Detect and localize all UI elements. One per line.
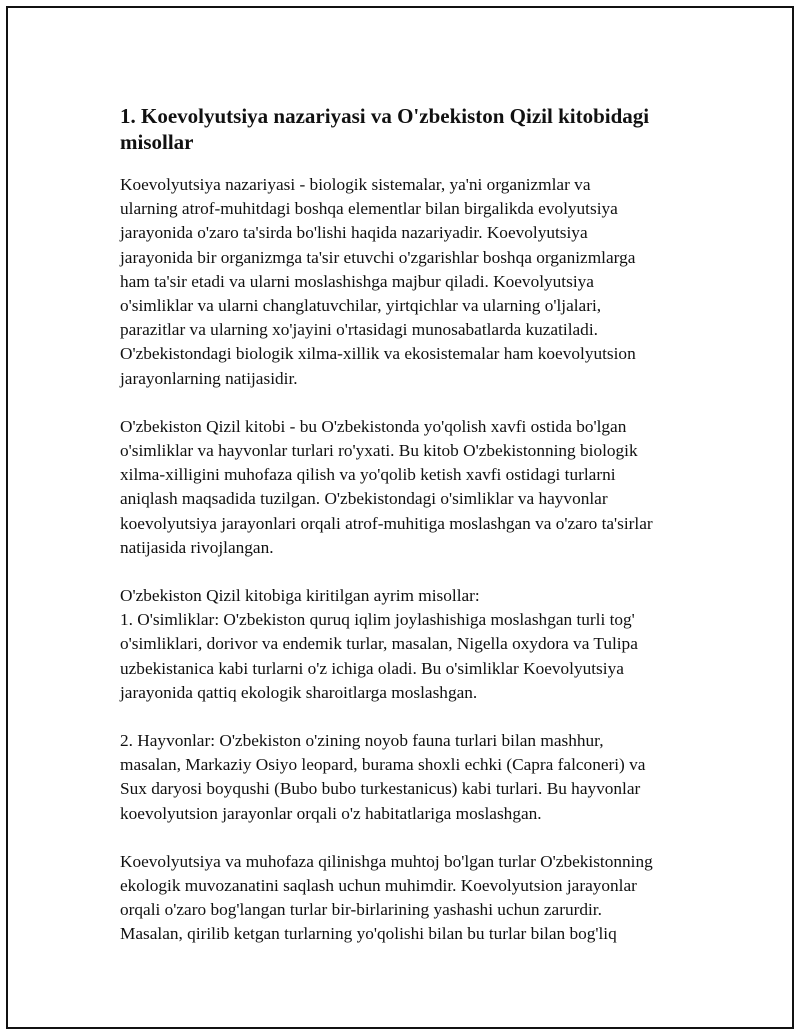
text-line: xilma-xilligini muhofaza qilish va yo'qolib ketish xavfi ostidagi turlarni [120, 465, 616, 485]
text-line: O'zbekistondagi biologik xilma-xillik va ekosistemalar ham koevolyutsion [120, 344, 636, 364]
text-line: o'simliklari, dorivor va endemik turlar, masalan, Nigella oxydora va Tulipa [120, 634, 638, 654]
text-line: o'simliklar va hayvonlar turlari ro'yxati. Bu kitob O'zbekistonning biologik [120, 441, 638, 461]
text-line: ekologik muvozanatini saqlash uchun muhimdir. Koevolyutsion jarayonlar [120, 876, 637, 896]
document-title [120, 103, 700, 155]
text-line: Sux daryosi boyqushi (Bubo bubo turkestanicus) kabi turlari. Bu hayvonlar [120, 779, 641, 799]
text-line: masalan, Markaziy Osiyo leopard, burama shoxli echki (Capra falconeri) va [120, 755, 646, 775]
paragraph-qizil-kitob [120, 415, 700, 560]
title-line: 1. Koevolyutsiya nazariyasi va O'zbekiston Qizil kitobidagi [120, 104, 650, 128]
page-frame [6, 6, 794, 1029]
paragraph-examples-plants [120, 584, 700, 705]
text-line: aniqlash maqsadida tuzilgan. O'zbekistondagi o'simliklar va hayvonlar [120, 489, 608, 509]
text-line: ham ta'sir etadi va ularni moslashishga majbur qiladi. Koevolyutsiya [120, 271, 594, 291]
text-line: jarayonida bir organizmga ta'sir etuvchi o'zgarishlar boshqa organizmlarga [120, 247, 636, 267]
text-line: natijasida rivojlangan. [120, 537, 274, 557]
text-line: Koevolyutsiya va muhofaza qilinishga muhtoj bo'lgan turlar O'zbekistonning [120, 851, 653, 871]
text-line: ularning atrof-muhitdagi boshqa elementlar bilan birgalikda evolyutsiya [120, 199, 618, 219]
text-line: Koevolyutsiya nazariyasi - biologik sistemalar, ya'ni organizmlar va [120, 175, 591, 194]
paragraph-examples-animals [120, 729, 700, 826]
document-body [120, 103, 700, 971]
text-line: koevolyutsiya jarayonlari orqali atrof-muhitiga moslashgan va o'zaro ta'sirlar [120, 513, 653, 533]
text-line: 1. O'simliklar: O'zbekiston quruq iqlim joylashishiga moslashgan turli tog' [120, 610, 635, 630]
text-line: o'simliklar va ularni changlatuvchilar, yirtqichlar va ularning o'ljalari, [120, 296, 602, 316]
text-line: jarayonlarning natijasidir. [120, 368, 298, 388]
title-line: misollar [120, 130, 194, 154]
text-line: jarayonida o'zaro ta'sirda bo'lishi haqida nazariyadir. Koevolyutsiya [120, 223, 588, 243]
text-line: koevolyutsion jarayonlar orqali o'z habitatlariga moslashgan. [120, 803, 542, 823]
text-line: uzbekistanica kabi turlarni o'z ichiga oladi. Bu o'simliklar Koevolyutsiya [120, 658, 624, 678]
text-line: 2. Hayvonlar: O'zbekiston o'zining noyob fauna turlari bilan mashhur, [120, 731, 604, 751]
text-line: O'zbekiston Qizil kitobi - bu O'zbekistonda yo'qolish xavfi ostida bo'lgan [120, 416, 627, 436]
text-line: parazitlar va ularning xo'jayini o'rtasidagi munosabatlarda kuzatiladi. [120, 320, 598, 340]
text-line: O'zbekiston Qizil kitobiga kiritilgan ayrim misollar: [120, 586, 480, 606]
paragraph-koevolyutsiya-intro [120, 173, 700, 391]
paragraph-conclusion [120, 850, 700, 947]
text-line: Masalan, qirilib ketgan turlarning yo'qolishi bilan bu turlar bilan bog'liq [120, 924, 617, 944]
text-line: orqali o'zaro bog'langan turlar bir-birlarining yashashi uchun zarurdir. [120, 900, 602, 920]
text-line: jarayonida qattiq ekologik sharoitlarga moslashgan. [120, 682, 478, 702]
